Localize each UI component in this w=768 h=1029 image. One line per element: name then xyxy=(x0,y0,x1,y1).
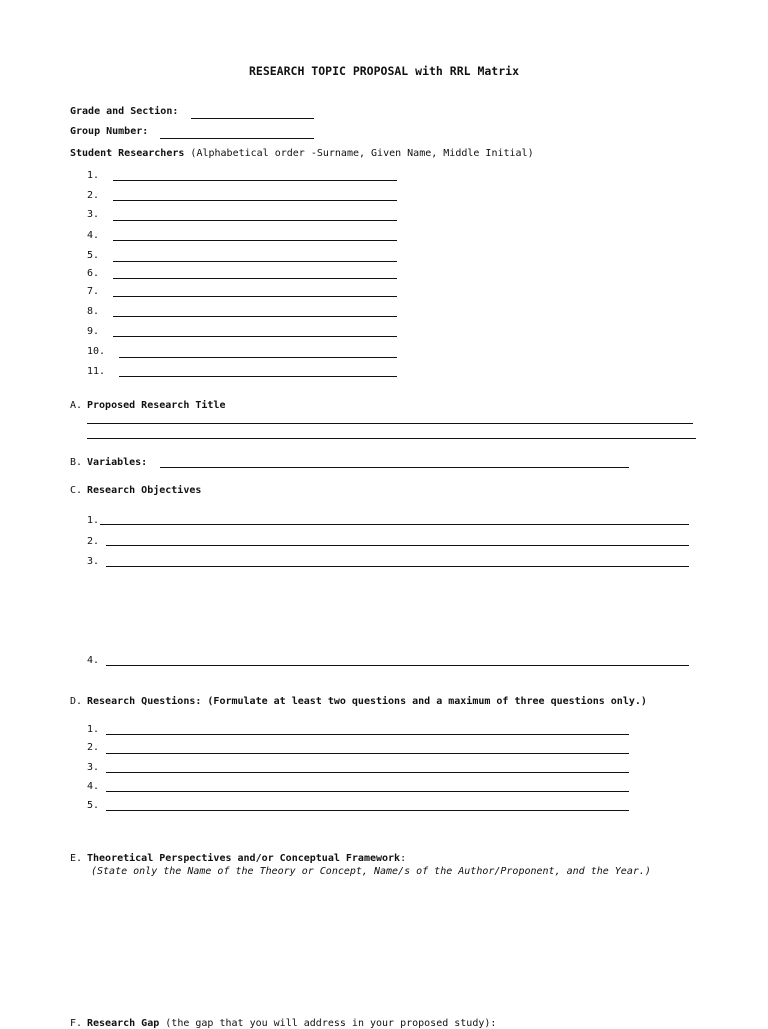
section-e-colon: : xyxy=(400,853,407,864)
research-title-field[interactable] xyxy=(87,423,693,424)
section-f-label: Research Gap xyxy=(87,1018,160,1029)
question-number: 3. xyxy=(87,762,100,773)
researcher-number: 6. xyxy=(87,268,100,279)
section-c-label: Research Objectives xyxy=(87,485,202,496)
researcher-number: 8. xyxy=(87,306,100,317)
researcher-field[interactable] xyxy=(113,220,397,221)
researcher-field[interactable] xyxy=(113,278,397,279)
objective-number: 2. xyxy=(87,536,100,547)
researcher-field[interactable] xyxy=(119,357,397,358)
question-field[interactable] xyxy=(106,772,629,773)
question-field[interactable] xyxy=(106,791,629,792)
researcher-field[interactable] xyxy=(113,316,397,317)
section-b-letter: B. xyxy=(70,457,83,468)
research-title-field[interactable] xyxy=(87,438,696,439)
researcher-number: 11. xyxy=(87,366,106,377)
question-number: 4. xyxy=(87,781,100,792)
section-b-label: Variables: xyxy=(87,457,148,468)
researcher-number: 7. xyxy=(87,286,100,297)
researcher-field[interactable] xyxy=(113,261,397,262)
objective-number: 1. xyxy=(87,515,100,526)
researcher-field[interactable] xyxy=(113,200,397,201)
group-number-field[interactable] xyxy=(160,138,314,139)
section-a-letter: A. xyxy=(70,400,83,411)
page-title: RESEARCH TOPIC PROPOSAL with RRL Matrix xyxy=(248,64,520,78)
researcher-field[interactable] xyxy=(113,336,397,337)
section-d-label: Research Questions: (Formulate at least two questions and a maximum of three questions only.) xyxy=(87,696,647,707)
researcher-number: 2. xyxy=(87,190,100,201)
question-field[interactable] xyxy=(106,753,629,754)
researcher-field[interactable] xyxy=(113,296,397,297)
objective-field[interactable] xyxy=(106,665,689,666)
section-e-heading xyxy=(87,853,406,864)
grade-section-label: Grade and Section: xyxy=(70,106,179,117)
section-f-note: (the gap that you will address in your proposed study): xyxy=(165,1018,497,1029)
question-number: 5. xyxy=(87,800,100,811)
objective-number: 3. xyxy=(87,556,100,567)
section-c-letter: C. xyxy=(70,485,83,496)
section-e-label: Theoretical Perspectives and/or Conceptual Framework xyxy=(87,853,401,864)
question-number: 2. xyxy=(87,742,100,753)
section-d-letter: D. xyxy=(70,696,83,707)
researcher-field[interactable] xyxy=(113,240,397,241)
section-a-label: Proposed Research Title xyxy=(87,400,226,411)
student-researchers-note: (Alphabetical order -Surname, Given Name, Middle Initial) xyxy=(190,148,534,159)
student-researchers-heading xyxy=(70,148,534,159)
objective-field[interactable] xyxy=(106,566,689,567)
group-number-label: Group Number: xyxy=(70,126,149,137)
question-field[interactable] xyxy=(106,810,629,811)
section-f-letter: F. xyxy=(70,1018,83,1029)
researcher-number: 9. xyxy=(87,326,100,337)
section-e-letter: E. xyxy=(70,853,83,864)
grade-section-field[interactable] xyxy=(191,118,314,119)
researcher-number: 3. xyxy=(87,209,100,220)
researcher-number: 10. xyxy=(87,346,106,357)
objective-field[interactable] xyxy=(100,524,689,525)
researcher-number: 1. xyxy=(87,170,100,181)
researcher-field[interactable] xyxy=(119,376,397,377)
variables-field[interactable] xyxy=(160,467,629,468)
researcher-number: 5. xyxy=(87,250,100,261)
objective-number: 4. xyxy=(87,655,100,666)
question-field[interactable] xyxy=(106,734,629,735)
researcher-number: 4. xyxy=(87,230,100,241)
researcher-field[interactable] xyxy=(113,180,397,181)
question-number: 1. xyxy=(87,724,100,735)
student-researchers-label: Student Researchers xyxy=(70,148,185,159)
section-e-note: (State only the Name of the Theory or Concept, Name/s of the Author/Proponent, and the Year.) xyxy=(91,866,651,877)
objective-field[interactable] xyxy=(106,545,689,546)
